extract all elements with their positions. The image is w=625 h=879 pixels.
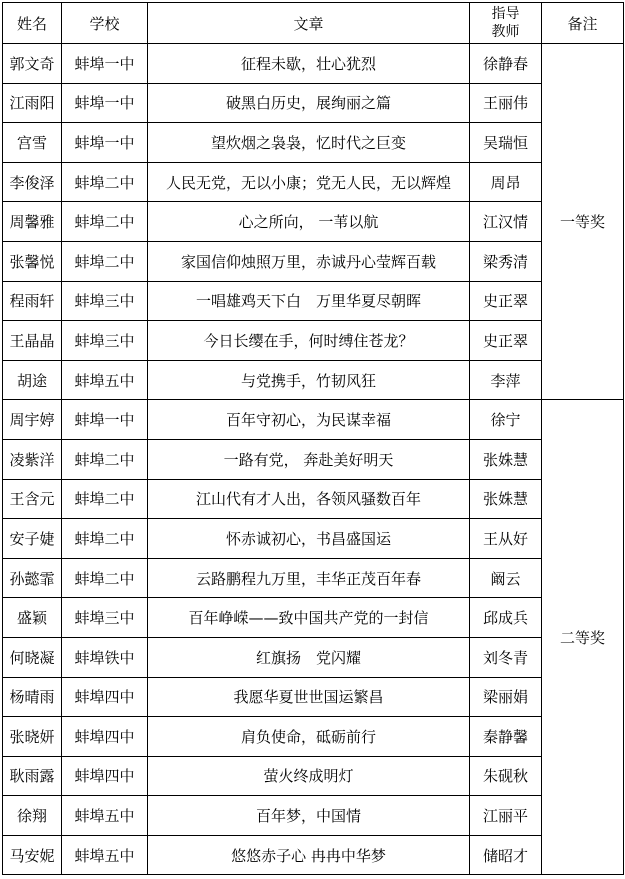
cell-article: 百年梦，中国情 xyxy=(148,796,470,836)
cell-name: 王晶晶 xyxy=(3,321,62,361)
cell-name: 郭文奇 xyxy=(3,44,62,84)
cell-name: 张晓妍 xyxy=(3,717,62,757)
cell-article: 怀赤诚初心，书昌盛国运 xyxy=(148,519,470,559)
award-level: 一等奖 xyxy=(542,44,624,400)
cell-article: 江山代有才人出，各领风骚数百年 xyxy=(148,479,470,519)
cell-school: 蚌埠一中 xyxy=(62,400,148,440)
table-row xyxy=(3,558,624,598)
table-row xyxy=(3,756,624,796)
cell-school: 蚌埠四中 xyxy=(62,717,148,757)
cell-name: 周宇婷 xyxy=(3,400,62,440)
table-row xyxy=(3,202,624,242)
cell-name: 杨晴雨 xyxy=(3,677,62,717)
award-level: 二等奖 xyxy=(542,400,624,875)
cell-school: 蚌埠三中 xyxy=(62,281,148,321)
cell-teacher: 王从好 xyxy=(470,519,542,559)
cell-school: 蚌埠二中 xyxy=(62,162,148,202)
cell-article: 一唱雄鸡天下白 万里华夏尽朝晖 xyxy=(148,281,470,321)
cell-name: 盛颖 xyxy=(3,598,62,638)
cell-school: 蚌埠三中 xyxy=(62,321,148,361)
cell-name: 何晓凝 xyxy=(3,637,62,677)
cell-teacher: 梁秀清 xyxy=(470,241,542,281)
cell-name: 安子婕 xyxy=(3,519,62,559)
table-row xyxy=(3,677,624,717)
cell-article: 心之所向， 一苇以航 xyxy=(148,202,470,242)
cell-name: 孙懿霏 xyxy=(3,558,62,598)
cell-name: 胡途 xyxy=(3,360,62,400)
header-row xyxy=(3,3,624,44)
cell-article: 破黑白历史，展绚丽之篇 xyxy=(148,83,470,123)
table-row xyxy=(3,439,624,479)
header-school: 学校 xyxy=(62,3,148,44)
cell-teacher: 阚云 xyxy=(470,558,542,598)
cell-article: 望炊烟之袅袅，忆时代之巨变 xyxy=(148,123,470,163)
cell-article: 与党携手，竹韧风狂 xyxy=(148,360,470,400)
cell-article: 人民无党，无以小康；党无人民，无以辉煌 xyxy=(148,162,470,202)
cell-teacher: 李萍 xyxy=(470,360,542,400)
cell-name: 李俊泽 xyxy=(3,162,62,202)
cell-school: 蚌埠五中 xyxy=(62,796,148,836)
cell-name: 耿雨露 xyxy=(3,756,62,796)
cell-article: 红旗扬 党闪耀 xyxy=(148,637,470,677)
cell-school: 蚌埠五中 xyxy=(62,835,148,875)
table-row xyxy=(3,637,624,677)
cell-teacher: 史正翠 xyxy=(470,281,542,321)
cell-teacher: 张姝慧 xyxy=(470,439,542,479)
table-row xyxy=(3,360,624,400)
table-row xyxy=(3,400,624,440)
table-row xyxy=(3,44,624,84)
cell-teacher: 江汉情 xyxy=(470,202,542,242)
table-row xyxy=(3,241,624,281)
cell-teacher: 梁丽娟 xyxy=(470,677,542,717)
table-row xyxy=(3,519,624,559)
cell-article: 萤火终成明灯 xyxy=(148,756,470,796)
cell-name: 凌紫洋 xyxy=(3,439,62,479)
table-row xyxy=(3,162,624,202)
table-row xyxy=(3,123,624,163)
cell-school: 蚌埠四中 xyxy=(62,677,148,717)
cell-teacher: 储昭才 xyxy=(470,835,542,875)
cell-school: 蚌埠二中 xyxy=(62,241,148,281)
cell-teacher: 刘冬青 xyxy=(470,637,542,677)
cell-name: 徐翔 xyxy=(3,796,62,836)
cell-teacher: 吴瑞恒 xyxy=(470,123,542,163)
header-teacher-line2: 教师 xyxy=(491,24,520,40)
table-row xyxy=(3,796,624,836)
cell-article: 百年峥嵘——致中国共产党的一封信 xyxy=(148,598,470,638)
header-note: 备注 xyxy=(542,3,624,44)
award-table xyxy=(2,2,624,875)
table-row xyxy=(3,321,624,361)
cell-school: 蚌埠一中 xyxy=(62,83,148,123)
table-row xyxy=(3,479,624,519)
cell-teacher: 朱砚秋 xyxy=(470,756,542,796)
cell-school: 蚌埠二中 xyxy=(62,519,148,559)
cell-teacher: 徐宁 xyxy=(470,400,542,440)
cell-article: 云路鹏程九万里，丰华正茂百年春 xyxy=(148,558,470,598)
table-row xyxy=(3,598,624,638)
cell-school: 蚌埠二中 xyxy=(62,439,148,479)
cell-school: 蚌埠二中 xyxy=(62,479,148,519)
cell-school: 蚌埠三中 xyxy=(62,598,148,638)
table-row xyxy=(3,835,624,875)
cell-teacher: 邱成兵 xyxy=(470,598,542,638)
cell-name: 马安妮 xyxy=(3,835,62,875)
header-teacher xyxy=(470,3,542,44)
award-table-body xyxy=(3,44,624,875)
cell-school: 蚌埠一中 xyxy=(62,123,148,163)
cell-teacher: 徐静春 xyxy=(470,44,542,84)
cell-article: 家国信仰烛照万里，赤诚丹心莹辉百载 xyxy=(148,241,470,281)
table-row xyxy=(3,281,624,321)
cell-school: 蚌埠铁中 xyxy=(62,637,148,677)
cell-school: 蚌埠一中 xyxy=(62,44,148,84)
cell-name: 张馨悦 xyxy=(3,241,62,281)
cell-name: 王含元 xyxy=(3,479,62,519)
cell-name: 程雨轩 xyxy=(3,281,62,321)
cell-teacher: 周昂 xyxy=(470,162,542,202)
cell-teacher: 张姝慧 xyxy=(470,479,542,519)
cell-name: 江雨阳 xyxy=(3,83,62,123)
cell-article: 肩负使命，砥砺前行 xyxy=(148,717,470,757)
cell-teacher: 史正翠 xyxy=(470,321,542,361)
cell-teacher: 秦静馨 xyxy=(470,717,542,757)
cell-article: 一路有党， 奔赴美好明天 xyxy=(148,439,470,479)
table-row xyxy=(3,83,624,123)
header-name: 姓名 xyxy=(3,3,62,44)
cell-school: 蚌埠二中 xyxy=(62,558,148,598)
cell-article: 悠悠赤子心 冉冉中华梦 xyxy=(148,835,470,875)
cell-school: 蚌埠四中 xyxy=(62,756,148,796)
cell-article: 我愿华夏世世国运繁昌 xyxy=(148,677,470,717)
cell-teacher: 王丽伟 xyxy=(470,83,542,123)
cell-name: 周馨雅 xyxy=(3,202,62,242)
cell-article: 今日长缨在手，何时缚住苍龙？ xyxy=(148,321,470,361)
header-teacher-line1: 指导 xyxy=(491,6,520,22)
cell-school: 蚌埠二中 xyxy=(62,202,148,242)
cell-school: 蚌埠五中 xyxy=(62,360,148,400)
cell-article: 百年守初心，为民谋幸福 xyxy=(148,400,470,440)
table-row xyxy=(3,717,624,757)
cell-name: 宫雪 xyxy=(3,123,62,163)
header-article: 文章 xyxy=(148,3,470,44)
cell-teacher: 江丽平 xyxy=(470,796,542,836)
cell-article: 征程未歇，壮心犹烈 xyxy=(148,44,470,84)
